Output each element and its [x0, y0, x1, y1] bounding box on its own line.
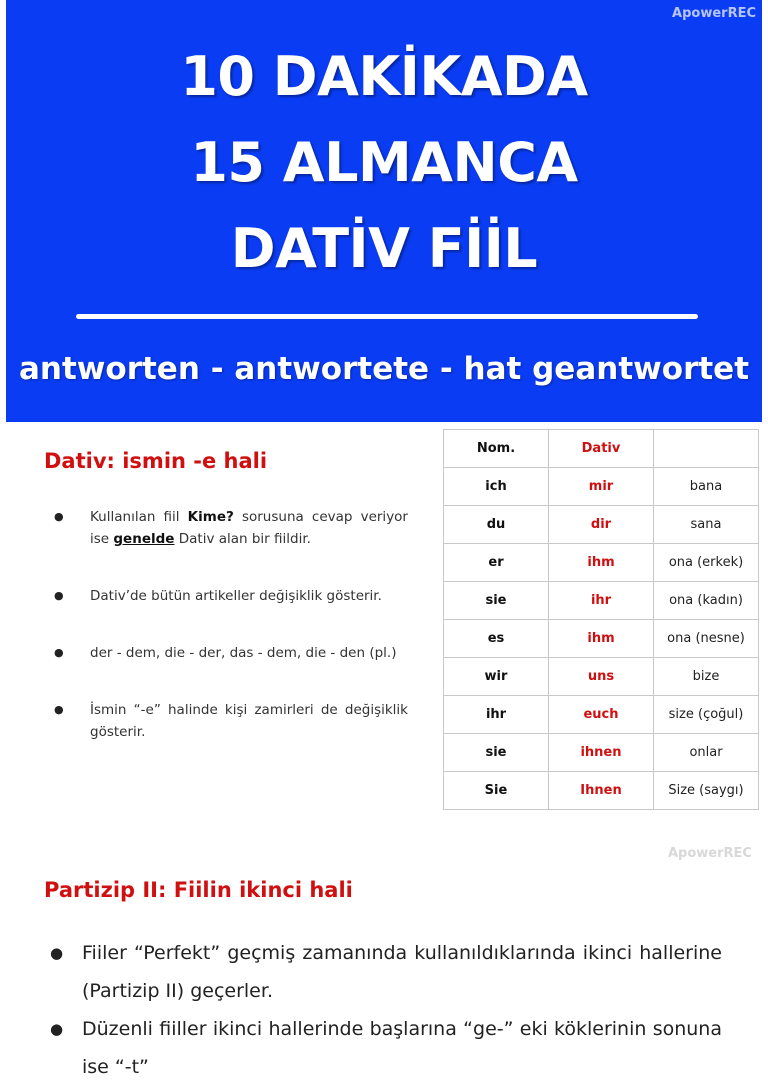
table-cell: ihnen: [549, 734, 654, 772]
table-cell: sie: [444, 582, 549, 620]
table-cell: euch: [549, 696, 654, 734]
title-line-2: 15 ALMANCA: [190, 131, 578, 194]
table-cell: ona (erkek): [654, 544, 759, 582]
bullet-item: ● İsmin “-e” halinde kişi zamirleri de değişiklik gösterir.: [54, 699, 408, 743]
title-line-3: DATİV FİİL: [230, 217, 538, 280]
title-line-1: 10 DAKİKADA: [180, 45, 588, 108]
header-cell: Dativ: [549, 430, 654, 468]
table-row: [444, 506, 759, 544]
table-row: [444, 544, 759, 582]
table-cell: bana: [654, 468, 759, 506]
pronoun-table: [443, 429, 759, 810]
table-header-row: [444, 430, 759, 468]
table-cell: er: [444, 544, 549, 582]
table-cell: ihr: [444, 696, 549, 734]
section-title-partizip: Partizip II: Fiilin ikinci hali: [44, 878, 353, 902]
watermark-faint: ApowerREC: [668, 846, 752, 861]
header-cell: Nom.: [444, 430, 549, 468]
watermark: ApowerREC: [672, 6, 756, 21]
table-cell: bize: [654, 658, 759, 696]
table-cell: ihm: [549, 620, 654, 658]
table-row: [444, 582, 759, 620]
title-banner: [6, 0, 762, 422]
header-cell: [654, 430, 759, 468]
table-cell: mir: [549, 468, 654, 506]
table-cell: sie: [444, 734, 549, 772]
table-cell: sana: [654, 506, 759, 544]
dativ-bullet-list: [54, 506, 408, 743]
table-row: [444, 468, 759, 506]
table-row: [444, 658, 759, 696]
bullet-item: ● Dativ’de bütün artikeller değişiklik gösterir.: [54, 585, 408, 607]
table-cell: Sie: [444, 772, 549, 810]
table-cell: ona (nesne): [654, 620, 759, 658]
table-cell: ona (kadın): [654, 582, 759, 620]
table-cell: Ihnen: [549, 772, 654, 810]
table-cell: ich: [444, 468, 549, 506]
bullet-item: ● Düzenli fiiller ikinci hallerinde başlarına “ge-” eki köklerinin sonuna ise “-t”: [50, 1010, 722, 1086]
table-cell: es: [444, 620, 549, 658]
partizip-bullet-list: [50, 934, 722, 1086]
table-cell: dir: [549, 506, 654, 544]
table-cell: size (çoğul): [654, 696, 759, 734]
bullet-item: ● der - dem, die - der, das - dem, die - den (pl.): [54, 642, 408, 664]
title-divider: [76, 314, 698, 319]
table-row: [444, 734, 759, 772]
table-row: [444, 620, 759, 658]
table-cell: Size (saygı): [654, 772, 759, 810]
verb-forms-subtitle: antworten - antwortete - hat geantwortet: [18, 351, 750, 387]
table-cell: ihm: [549, 544, 654, 582]
table-cell: du: [444, 506, 549, 544]
table-cell: onlar: [654, 734, 759, 772]
table-cell: ihr: [549, 582, 654, 620]
table-row: [444, 772, 759, 810]
table-cell: wir: [444, 658, 549, 696]
section-title-dativ: Dativ: ismin -e hali: [44, 449, 268, 473]
table-cell: uns: [549, 658, 654, 696]
bullet-item: ● Fiiler “Perfekt” geçmiş zamanında kullanıldıklarında ikinci hallerine (Partizip II) geçerler.: [50, 934, 722, 1010]
table-row: [444, 696, 759, 734]
bullet-item: ● Kullanılan fiil Kime? sorusuna cevap veriyor ise genelde Dativ alan bir fiildir.: [54, 506, 408, 550]
